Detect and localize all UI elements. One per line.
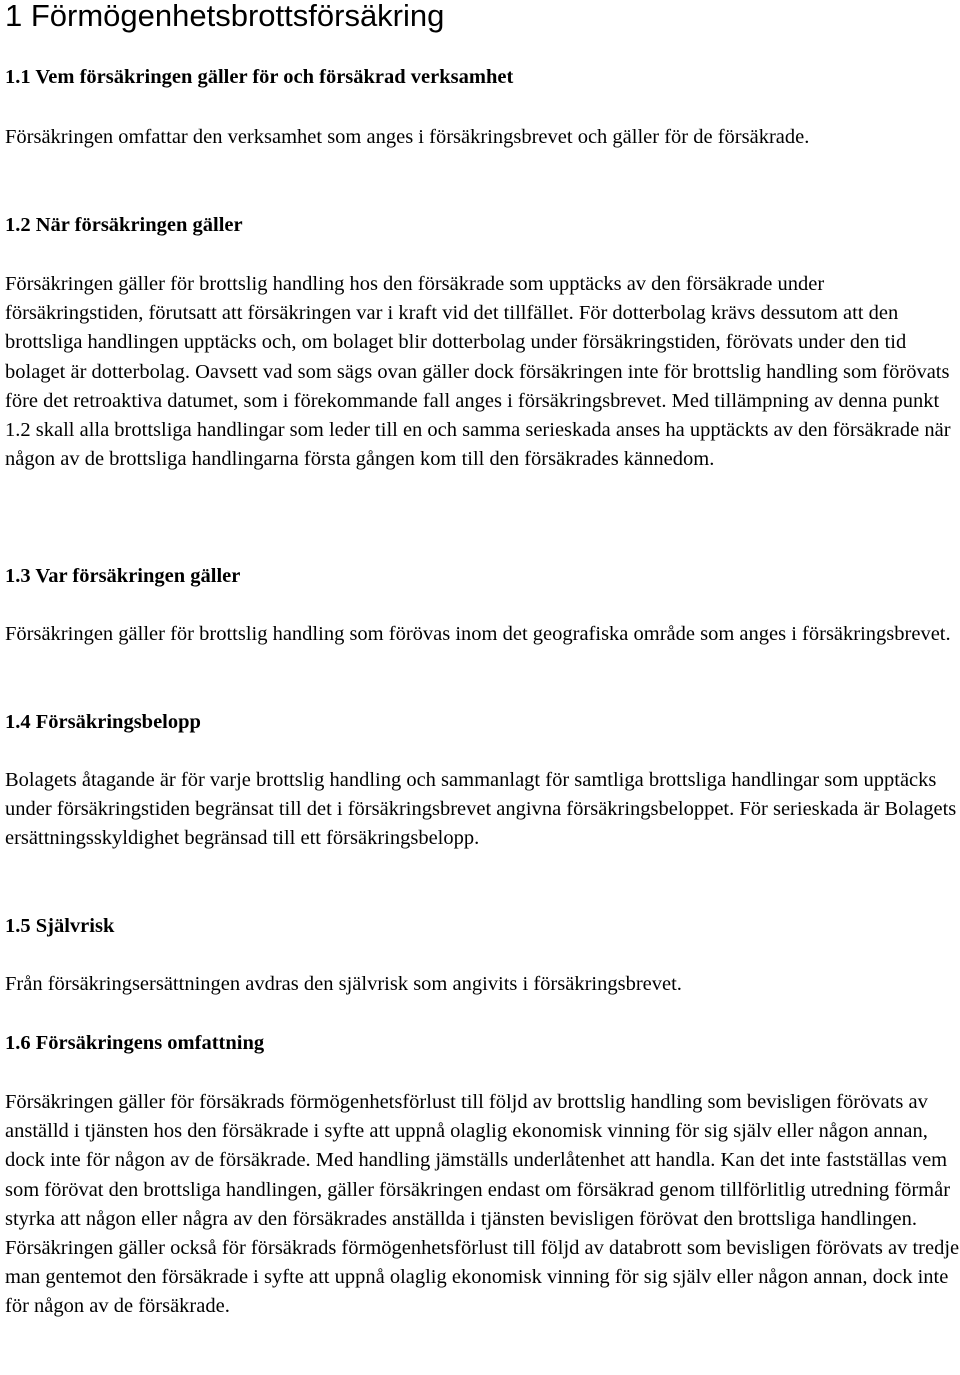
section-body-1-1: Försäkringen omfattar den verksamhet som anges i försäkringsbrevet och gäller för de försäkrade.	[5, 126, 810, 148]
section-body-1-5: Från försäkringsersättningen avdras den självrisk som angivits i försäkringsbrevet.	[5, 973, 682, 995]
section-body-1-6: Försäkringen gäller för försäkrads förmögenhetsförlust till följd av brottslig handling som bevisligen förövats av anställd i tjänsten hos den försäkrade i syfte att uppnå olaglig ekonomisk vinning för sig själv eller någon annan, dock inte för någon av de försäkrade. Med handling jämställs underlåtenhet att handla. Kan det inte fastställas vem som förövat den brottsliga handlingen, gäller försäkringen endast om försäkrad genom tillförlitlig utredning förmår styrka att någon eller några av den försäkrades anställda i tjänsten bevisligen förövat den brottsliga handlingen. Försäkringen gäller också för försäkrads förmögenhetsförlust till följd av databrott som bevisligen förövats av tredje man gentemot den försäkrade i syfte att uppnå olaglig ekonomisk vinning för sig själv eller någon annan, dock inte för någon av de försäkrade.	[5, 1091, 960, 1318]
section-body-1-2: Försäkringen gäller för brottslig handling hos den försäkrade som upptäcks av den försäkrade under försäkringstiden, förutsatt att försäkringen var i kraft vid det tillfället. För dotterbolag krävs dessutom att den brottsliga handlingen upptäcks och, om bolaget blir dotterbolag under försäkringstiden, förövats under den tid bolaget är dotterbolag. Oavsett vad som sägs ovan gäller dock försäkringen inte för brottslig handling som förövats före det retroaktiva datumet, som i förekommande fall anges i försäkringsbrevet. Med tillämpning av denna punkt 1.2 skall alla brottsliga handlingar som leder till en och samma serieskada anses ha upptäckts av den försäkrade när någon av de brottsliga handlingarna första gången kom till den försäkrades kännedom.	[5, 273, 951, 471]
section-body-1-3: Försäkringen gäller för brottslig handling som förövas inom det geografiska område som anges i försäkringsbrevet.	[5, 623, 951, 645]
document-title: 1 Förmögenhetsbrottsförsäkring	[5, 0, 445, 33]
section-body-1-4: Bolagets åtagande är för varje brottslig handling och sammanlagt för samtliga brottsliga handlingar som upptäcks under försäkringstiden begränsat till det i försäkringsbrevet angivna försäkringsbeloppet. För serieskada är Bolagets ersättningsskyldighet begränsad till ett försäkringsbelopp.	[5, 769, 957, 850]
section-heading-1-6: 1.6 Försäkringens omfattning	[5, 1032, 265, 1054]
section-heading-1-3: 1.3 Var försäkringen gäller	[5, 565, 241, 587]
section-heading-1-2: 1.2 När försäkringen gäller	[5, 214, 243, 236]
section-heading-1-1: 1.1 Vem försäkringen gäller för och försäkrad verksamhet	[5, 66, 514, 88]
section-heading-1-4: 1.4 Försäkringsbelopp	[5, 711, 201, 733]
section-heading-1-5: 1.5 Självrisk	[5, 915, 115, 937]
